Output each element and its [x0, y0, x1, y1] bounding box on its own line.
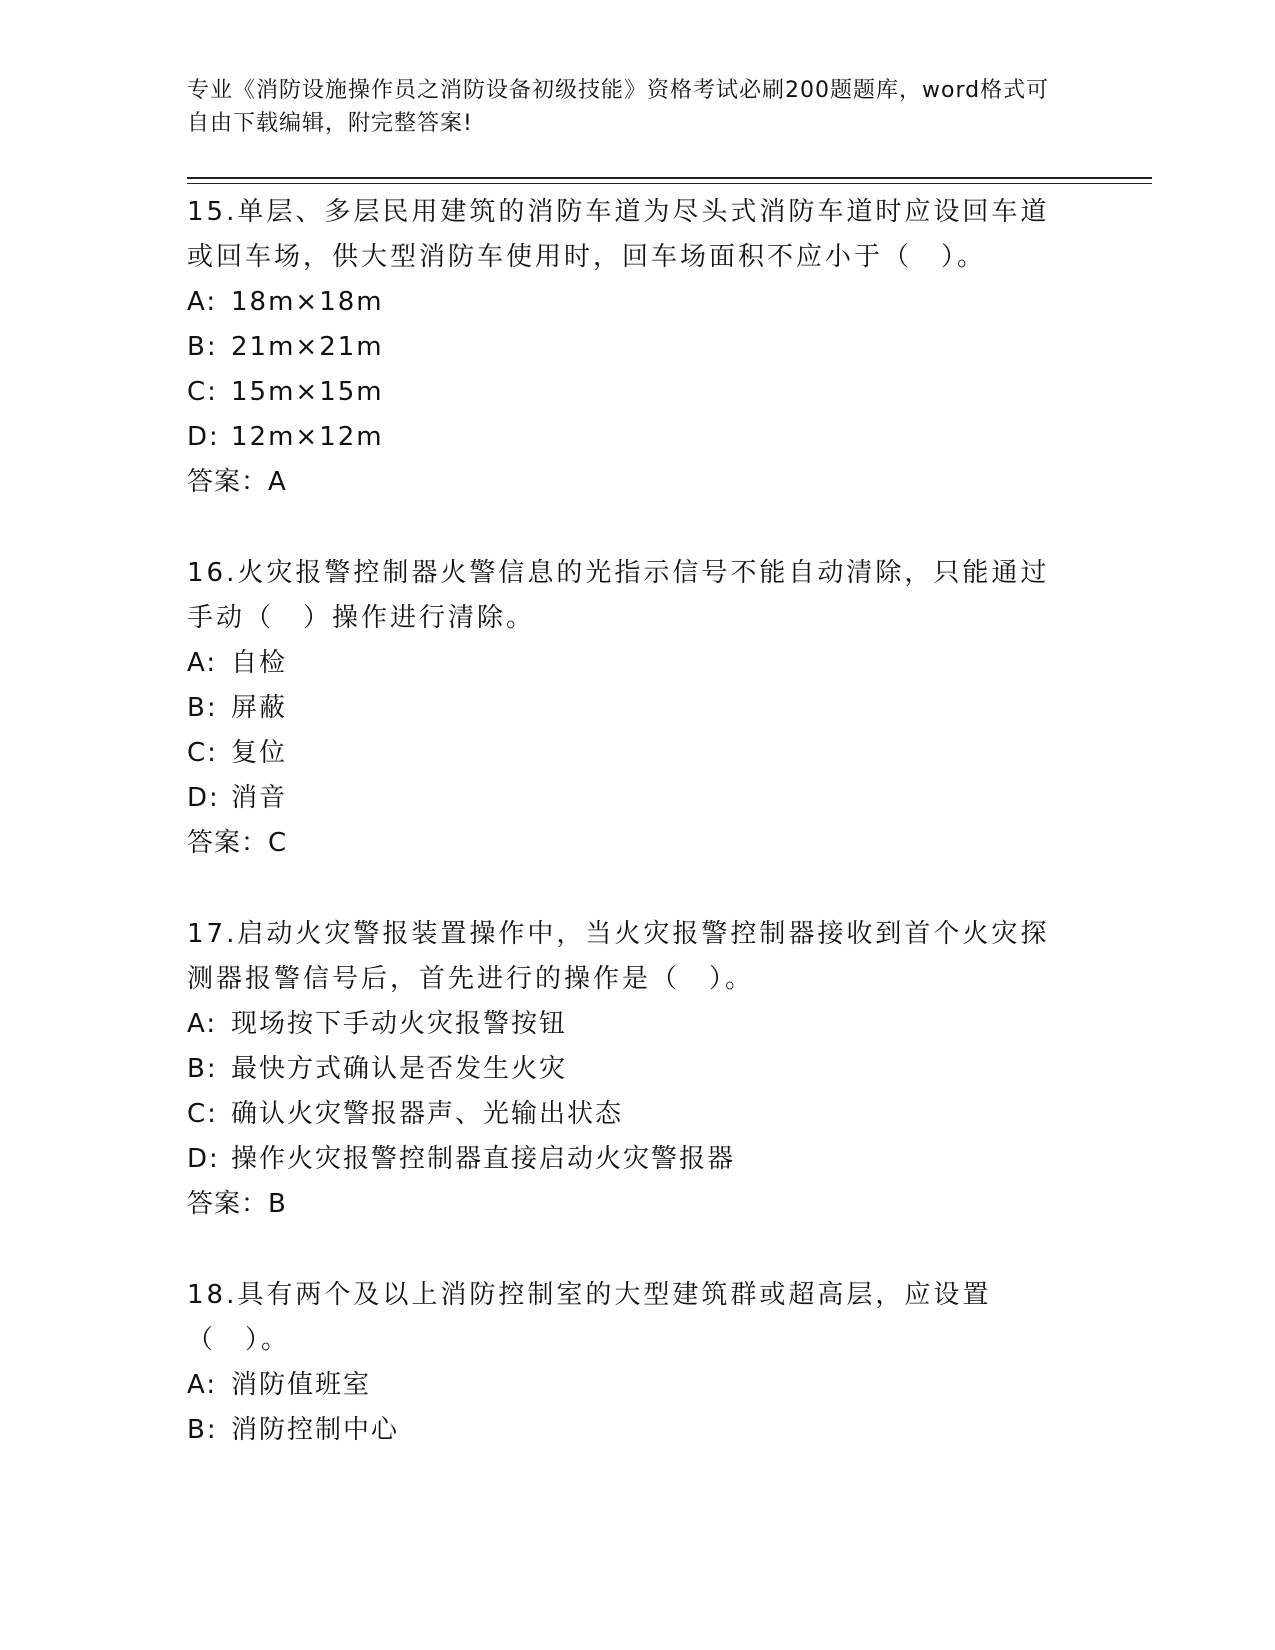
option-key: A: [187, 648, 218, 678]
option-a [187, 280, 1067, 325]
option-text: 确认火灾警报器声、光输出状态 [231, 1099, 624, 1129]
option-c [187, 370, 1067, 415]
option-d [187, 415, 1067, 460]
option-text: 现场按下手动火灾报警按钮 [231, 1009, 568, 1039]
option-key: B: [187, 1054, 218, 1084]
question-stem: 17.启动火灾警报装置操作中，当火灾报警控制器接收到首个火灾探测器报警信号后，首先进行的操作是（ ）。 [187, 919, 1050, 994]
question-15 [187, 190, 1067, 505]
option-a [187, 1363, 1067, 1408]
option-text: 操作火灾报警控制器直接启动火灾警报器 [231, 1144, 736, 1174]
question-stem: 18.具有两个及以上消防控制室的大型建筑群或超高层，应设置（ ）。 [187, 1280, 992, 1355]
option-b [187, 325, 1067, 370]
option-d [187, 776, 1067, 821]
option-c [187, 731, 1067, 776]
option-text: 最快方式确认是否发生火灾 [231, 1054, 568, 1084]
option-key: A: [187, 287, 218, 317]
answer-line: 答案：A [187, 467, 287, 497]
header-divider-thick [187, 177, 1152, 179]
option-c [187, 1092, 1067, 1137]
document-header: 专业《消防设施操作员之消防设备初级技能》资格考试必刷200题题库，word格式可自由下载编辑，附完整答案! [187, 78, 1050, 136]
option-a [187, 1002, 1067, 1047]
option-key: C: [187, 377, 218, 407]
option-key: B: [187, 693, 218, 723]
option-b [187, 1408, 1067, 1453]
question-16 [187, 551, 1067, 866]
answer-line: 答案：C [187, 828, 288, 858]
option-key: C: [187, 738, 218, 768]
option-d [187, 1137, 1067, 1182]
option-text: 消防控制中心 [231, 1415, 400, 1445]
question-stem: 16.火灾报警控制器火警信息的光指示信号不能自动清除，只能通过手动（ ）操作进行清除。 [187, 558, 1050, 633]
option-key: B: [187, 1415, 218, 1445]
option-text: 消防值班室 [231, 1370, 372, 1400]
option-text: 15m×15m [231, 377, 384, 407]
option-text: 21m×21m [231, 332, 384, 362]
option-key: D: [187, 422, 220, 452]
option-key: B: [187, 332, 218, 362]
option-text: 消音 [231, 783, 288, 813]
option-a [187, 641, 1067, 686]
option-text: 12m×12m [231, 422, 384, 452]
question-stem: 15.单层、多层民用建筑的消防车道为尽头式消防车道时应设回车道或回车场，供大型消防车使用时，回车场面积不应小于（ ）。 [187, 197, 1050, 272]
question-17 [187, 912, 1067, 1227]
question-18 [187, 1273, 1067, 1453]
option-text: 复位 [231, 738, 288, 768]
answer-line: 答案：B [187, 1189, 287, 1219]
option-b [187, 1047, 1067, 1092]
option-key: A: [187, 1009, 218, 1039]
question-list [187, 190, 1067, 1499]
option-text: 自检 [231, 648, 288, 678]
header-divider-thin [187, 183, 1152, 184]
option-text: 屏蔽 [231, 693, 288, 723]
option-key: C: [187, 1099, 218, 1129]
option-key: A: [187, 1370, 218, 1400]
option-b [187, 686, 1067, 731]
option-key: D: [187, 1144, 220, 1174]
option-key: D: [187, 783, 220, 813]
option-text: 18m×18m [231, 287, 384, 317]
